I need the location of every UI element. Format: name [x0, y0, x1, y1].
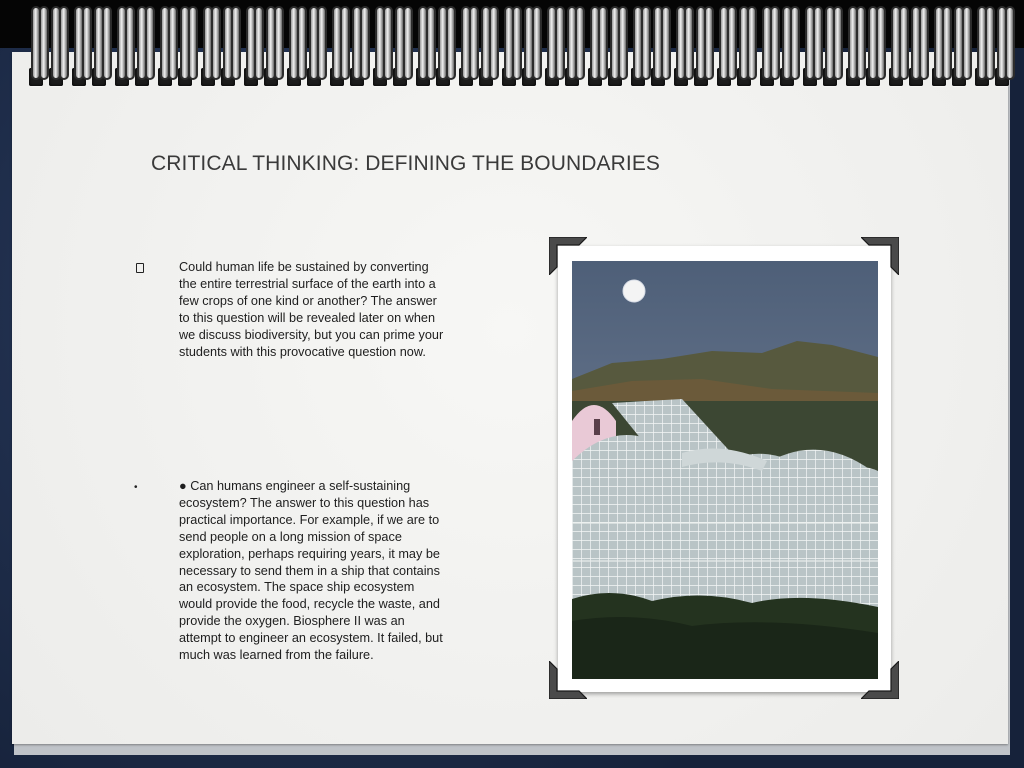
ring-wire: [340, 6, 350, 80]
spiral-ring-icon: [328, 0, 368, 92]
ring-wire: [403, 6, 413, 80]
ring-wire: [876, 6, 886, 80]
spiral-ring-icon: [715, 0, 755, 92]
bullet-text-1: Could human life be sustained by converting the entire terrestrial surface of the earth into a few crops of one kind or another? The answer to this question will be revealed later on when we discuss biodiversity, but you can prime your students with this provocative question now.: [179, 260, 444, 359]
bullet-marker-dot: •: [134, 482, 138, 493]
spiral-ring-icon: [543, 0, 583, 92]
ring-wire: [145, 6, 155, 80]
biosphere-greenhouse-photo: [572, 261, 878, 679]
ring-wire: [297, 6, 307, 80]
ring-wire: [168, 6, 178, 80]
spiral-ring-icon: [887, 0, 927, 92]
ring-wire: [102, 6, 112, 80]
spiral-ring-icon: [500, 0, 540, 92]
ring-wire: [360, 6, 370, 80]
ring-wire: [39, 6, 49, 80]
ring-wire: [985, 6, 995, 80]
spiral-ring-icon: [113, 0, 153, 92]
spiral-ring-icon: [199, 0, 239, 92]
ring-wire: [188, 6, 198, 80]
spiral-ring-icon: [586, 0, 626, 92]
ring-wire: [532, 6, 542, 80]
ring-wire: [125, 6, 135, 80]
ring-wire: [962, 6, 972, 80]
ring-wire: [661, 6, 671, 80]
spiral-ring-icon: [156, 0, 196, 92]
spiral-rings: [0, 0, 1024, 100]
spiral-ring-icon: [414, 0, 454, 92]
ring-wire: [942, 6, 952, 80]
spiral-ring-icon: [629, 0, 669, 92]
spiral-ring-icon: [285, 0, 325, 92]
ring-wire: [575, 6, 585, 80]
ring-wire: [555, 6, 565, 80]
bullet-marker-box-icon: [136, 263, 144, 273]
ring-wire: [59, 6, 69, 80]
ring-wire: [317, 6, 327, 80]
spiral-ring-icon: [801, 0, 841, 92]
spiral-ring-icon: [930, 0, 970, 92]
spiral-ring-icon: [973, 0, 1013, 92]
ring-wire: [446, 6, 456, 80]
ring-wire: [704, 6, 714, 80]
spiral-ring-icon: [242, 0, 282, 92]
photo-frame: [558, 246, 891, 692]
ring-wire: [770, 6, 780, 80]
ring-wire: [684, 6, 694, 80]
photo-corner-top-left-icon: [549, 237, 587, 275]
spiral-ring-icon: [758, 0, 798, 92]
ring-wire: [489, 6, 499, 80]
photo-corner-top-right-icon: [861, 237, 899, 275]
photo-corner-bottom-right-icon: [861, 661, 899, 699]
photo-corner-bottom-left-icon: [549, 661, 587, 699]
ring-wire: [790, 6, 800, 80]
spiral-ring-icon: [70, 0, 110, 92]
bullet-text-2: ● Can humans engineer a self-sustaining ecosystem? The answer to this question has practical importance. For example, if we are to send people on a long mission of space exploration, perhaps requiring years, it may be necessary to send them in a ship that contains an ecosystem. The space ship ecosystem would provide the food, recycle the waste, and provide the oxygen. Biosphere II was an attempt to engineer an ecosystem. It failed, but much was learned from the failure.: [179, 479, 443, 663]
ring-wire: [274, 6, 284, 80]
ring-wire: [512, 6, 522, 80]
ring-wire: [747, 6, 757, 80]
ring-wire: [254, 6, 264, 80]
spiral-ring-icon: [844, 0, 884, 92]
spiral-ring-icon: [672, 0, 712, 92]
slide-title: CRITICAL THINKING: DEFINING THE BOUNDARIES: [151, 152, 661, 175]
ring-wire: [469, 6, 479, 80]
ring-wire: [618, 6, 628, 80]
ring-wire: [598, 6, 608, 80]
ring-wire: [426, 6, 436, 80]
ring-wire: [211, 6, 221, 80]
ring-wire: [1005, 6, 1015, 80]
ring-wire: [383, 6, 393, 80]
ring-wire: [82, 6, 92, 80]
ring-wire: [833, 6, 843, 80]
ring-wire: [919, 6, 929, 80]
ring-wire: [813, 6, 823, 80]
spiral-ring-icon: [27, 0, 67, 92]
ring-wire: [899, 6, 909, 80]
spiral-ring-icon: [457, 0, 497, 92]
ring-wire: [727, 6, 737, 80]
ring-wire: [231, 6, 241, 80]
ring-wire: [641, 6, 651, 80]
ring-wire: [856, 6, 866, 80]
spiral-ring-icon: [371, 0, 411, 92]
